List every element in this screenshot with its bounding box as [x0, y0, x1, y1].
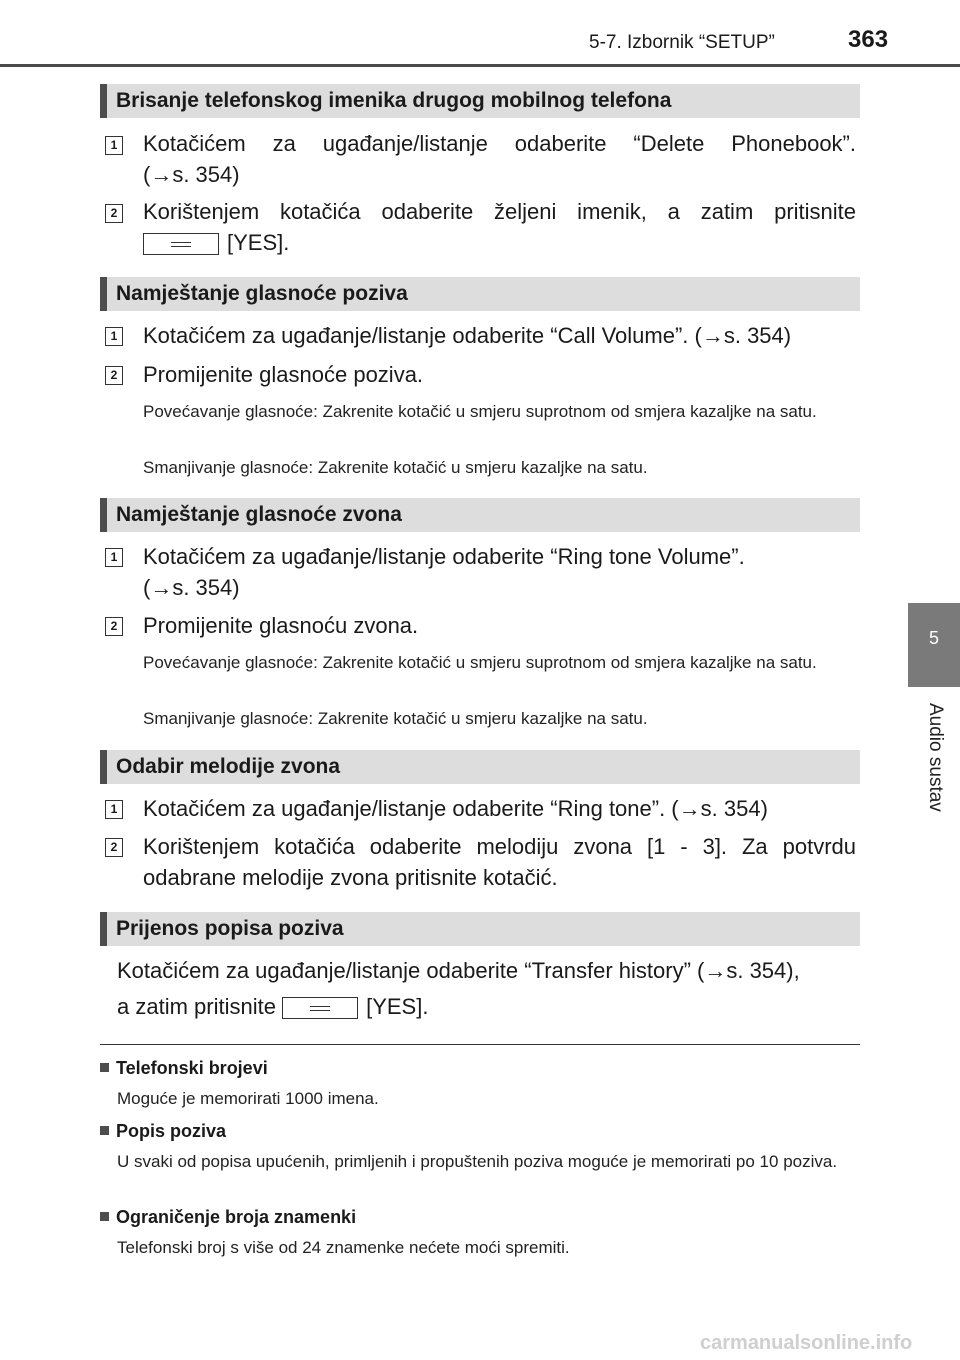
paragraph-text: a zatim pritisnite	[117, 994, 276, 1019]
step-number: 2	[105, 617, 123, 636]
square-bullet-icon	[100, 1063, 109, 1072]
bullet-text: Moguće je memorirati 1000 imena.	[117, 1089, 379, 1108]
paragraph-line: Kotačićem za ugađanje/listanje odaberite “Transfer history” (→s. 354),	[117, 958, 800, 983]
dial-button-icon	[143, 233, 219, 255]
bullet-text: U svaki od popisa upućenih, primljenih i propuštenih poziva moguće je memorirati po 10 poziva.	[117, 1152, 838, 1171]
paragraph-line	[117, 989, 856, 1025]
step-line: (→s. 354)	[143, 575, 240, 600]
bullet-title: Ograničenje broja znamenki	[116, 1207, 357, 1227]
step-line: Kotačićem za ugađanje/listanje odaberite “Delete Phonebook”.	[143, 131, 856, 156]
step-text	[143, 128, 856, 190]
square-bullet-icon	[100, 1126, 109, 1135]
running-header-title: 5-7. Izbornik “SETUP”	[589, 32, 775, 53]
paragraph	[117, 953, 856, 1025]
step-text: Korištenjem kotačića odaberite melodiju zvona [1 - 3]. Za potvrdu odabrane melodije zvona pritisnite kotačić.	[143, 834, 856, 890]
section-heading-delete-phonebook: Brisanje telefonskog imenika drugog mobilnog telefona	[100, 84, 860, 118]
section-heading-ring-volume: Namještanje glasnoće zvona	[100, 498, 860, 532]
divider	[100, 1044, 860, 1045]
header-rule	[0, 64, 960, 67]
section-heading-transfer-history: Prijenos popisa poziva	[100, 912, 860, 946]
chapter-tab-number: 5	[908, 603, 960, 687]
yes-label: [YES].	[227, 230, 290, 255]
step-number: 1	[105, 136, 123, 155]
chapter-tab-title: Audio sustav	[925, 703, 946, 812]
note-text: Smanjivanje glasnoće: Zakrenite kotačić u smjeru kazaljke na satu.	[143, 709, 648, 728]
step-text	[143, 541, 856, 603]
step-line: (→s. 354)	[143, 162, 240, 187]
step-line	[143, 227, 856, 258]
step-text: Promijenite glasnoće poziva.	[143, 362, 424, 387]
yes-label: [YES].	[366, 994, 429, 1019]
step-text: Promijenite glasnoću zvona.	[143, 613, 419, 638]
step-number: 1	[105, 800, 123, 819]
step-text	[143, 196, 856, 258]
square-bullet-icon	[100, 1212, 109, 1221]
step-line: Kotačićem za ugađanje/listanje odaberite “Ring tone Volume”.	[143, 544, 745, 569]
watermark: carmanualsonline.info	[700, 1332, 913, 1354]
bullet-title: Popis poziva	[116, 1121, 227, 1141]
step-number: 2	[105, 838, 123, 857]
section-heading-call-volume: Namještanje glasnoće poziva	[100, 277, 860, 311]
page-number: 363	[848, 26, 889, 53]
step-text: Kotačićem za ugađanje/listanje odaberite “Call Volume”. (→s. 354)	[143, 323, 792, 348]
bullet-text: Telefonski broj s više od 24 znamenke nećete moći spremiti.	[117, 1238, 570, 1257]
section-heading-ring-tone: Odabir melodije zvona	[100, 750, 860, 784]
step-number: 2	[105, 204, 123, 223]
step-text: Kotačićem za ugađanje/listanje odaberite “Ring tone”. (→s. 354)	[143, 796, 768, 821]
step-number: 1	[105, 548, 123, 567]
step-number: 1	[105, 327, 123, 346]
note-text: Smanjivanje glasnoće: Zakrenite kotačić u smjeru kazaljke na satu.	[143, 458, 648, 477]
bullet-heading	[100, 1121, 226, 1142]
note-text: Povećavanje glasnoće: Zakrenite kotačić u smjeru suprotnom od smjera kazaljke na satu.	[143, 402, 817, 421]
bullet-title: Telefonski brojevi	[116, 1058, 268, 1078]
step-number: 2	[105, 366, 123, 385]
bullet-heading	[100, 1058, 268, 1079]
step-line: Korištenjem kotačića odaberite željeni imenik, a zatim pritisnite	[143, 199, 856, 224]
dial-button-icon	[282, 997, 358, 1019]
bullet-heading	[100, 1207, 356, 1228]
note-text: Povećavanje glasnoće: Zakrenite kotačić u smjeru suprotnom od smjera kazaljke na satu.	[143, 653, 817, 672]
